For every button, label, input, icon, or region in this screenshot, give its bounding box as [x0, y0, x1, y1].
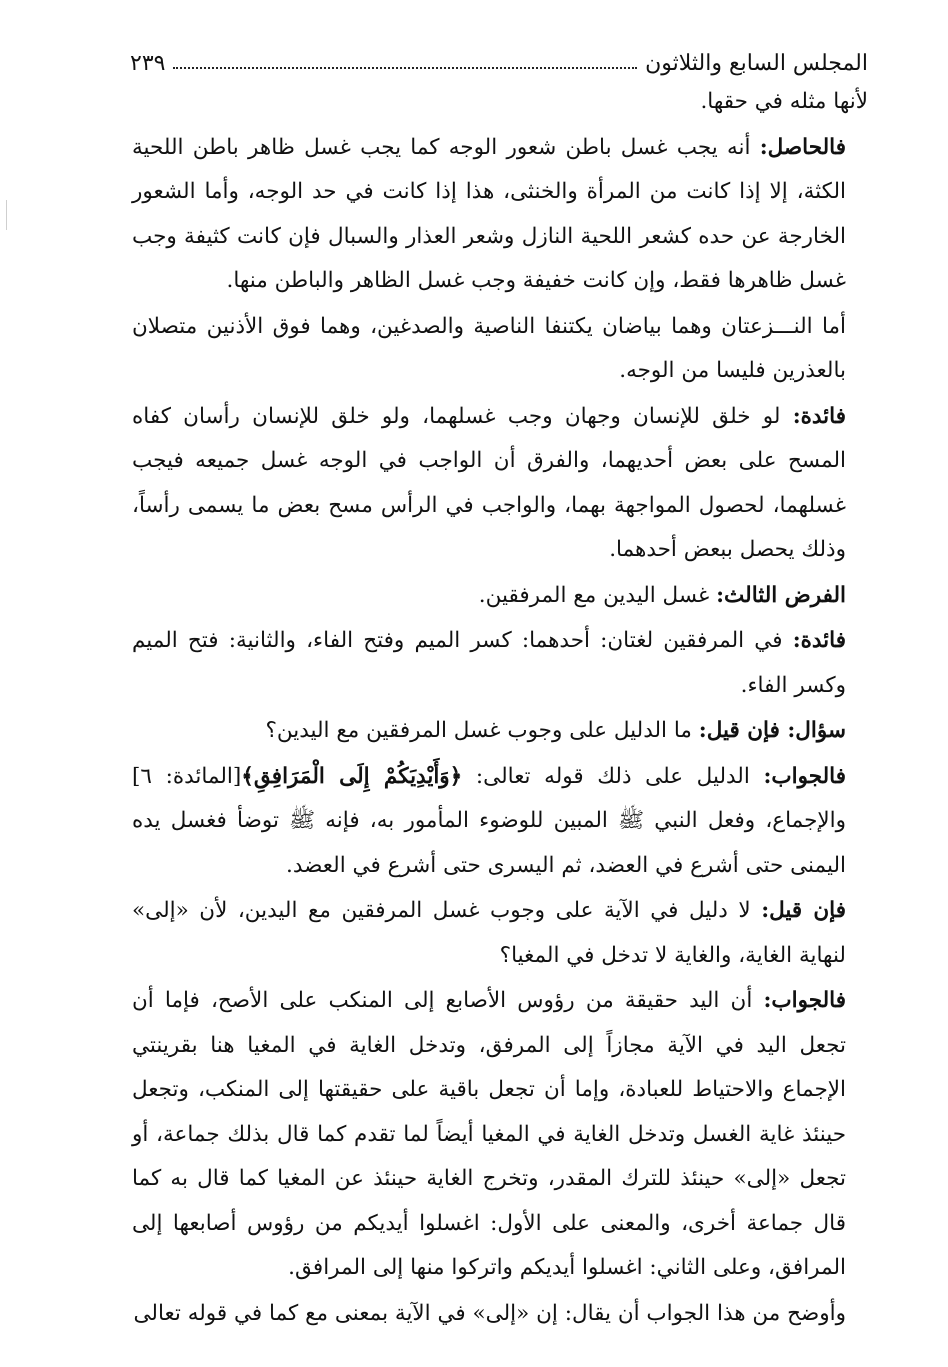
- paragraph-lead: سؤال: فإن قيل:: [698, 718, 846, 743]
- paragraph-lead: فإن قيل:: [761, 898, 846, 923]
- paragraph-continuation: [132, 80, 868, 125]
- quran-verse: ﴿وَأَيْدِيَكُمْ إِلَى الْمَرَافِقِ﴾: [241, 763, 463, 789]
- paragraph-lead: الفرض الثالث:: [716, 582, 846, 608]
- paragraph-text: أن اليد حقيقة من رؤوس الأصابع إلى المنكب على الأصح، فإما أن تجعل اليد في الآية مجازاً إلى المرفق، وتدخل الغاية في المغيا هنا بقرينتي الإجماع والاحتياط للعبادة، وإما أن تجعل باقية على حقيقتها إلى المنكب، وتجعل حينئذ غاية الغسل وتدخل الغاية في المغيا أيضاً لما تقدم كما قال بذلك جماعة، أو تجعل «إلى» حينئذ للترك المقدر، وتخرج الغاية حينئذ عن المغيا كما قال به كما قال جماعة أخرى، والمعنى على الأول: اغسلوا أيديكم من رؤوس أصابعها إلى المرافق، وعلى الثاني: اغسلوا أيديكم واتركوا منها إلى المرافق.: [132, 988, 846, 1280]
- header-dot-leader: [173, 67, 637, 69]
- paragraph-text: لا دليل في الآية على وجوب غسل المرفقين مع اليدين، لأن «إلى» لنهاية الغاية، والغاية لا تدخل في المغيا؟: [132, 898, 846, 968]
- page-number: ٢٣٩: [130, 51, 166, 76]
- paragraph-text: غسل اليدين مع المرفقين.: [478, 582, 717, 608]
- paragraph-text: في المرفقين لغتان: أحدهما: كسر الميم وفتح الفاء، والثانية: فتح الميم وكسر الفاء.: [132, 628, 846, 698]
- paragraph-text: أنه يجب غسل باطن شعور الوجه كما يجب غسل ظاهر باطن اللحية الكثة، إلا إذا كانت من المرأة والخنثى، هذا إذا كانت في حد الوجه، وأما الشعور الخارجة عن حده كشعر اللحية النازل وشعر العذار والسبال فإن كانت كثيفة وجب غسل ظاهرها فقط، وإن كانت خفيفة وجب غسل الظاهر والباطن منها.: [132, 134, 846, 293]
- paragraph-lead: فالجواب:: [763, 988, 846, 1013]
- paragraph-lead: فائدة:: [792, 403, 846, 429]
- paragraph-conclusion: [132, 126, 868, 304]
- paragraph-clearer-answer: [132, 1292, 868, 1337]
- paragraph-third-obligation: [132, 574, 868, 619]
- paragraph-question: [132, 709, 868, 754]
- paragraph-objection: [132, 889, 868, 978]
- paragraph-answer-evidence: [132, 755, 868, 889]
- paragraph-lead: فالحاصل:: [759, 134, 846, 160]
- paragraph-lead: فائدة:: [792, 628, 846, 653]
- paragraph-text: لأنها مثله في حقها.: [700, 89, 868, 114]
- paragraph-lead: فالجواب:: [763, 763, 846, 789]
- paragraph-text: ما الدليل على وجوب غسل المرفقين مع اليدين؟: [265, 718, 699, 743]
- scan-edge-mark: [6, 200, 7, 230]
- paragraph-text: وأوضح من هذا الجواب أن يقال: إن «إلى» في الآية بمعنى مع كما في قوله تعالى: [133, 1300, 846, 1326]
- paragraph-text: الدليل على ذلك قوله تعالى:: [462, 763, 764, 789]
- chapter-title: المجلس السابع والثلاثون: [645, 51, 868, 76]
- paragraph-text: أما النـــزعتان وهما بياضان يكتنفا الناصية والصدغين، وهما فوق الأذنين متصلان بالعذرين فليسا من الوجه.: [132, 313, 846, 383]
- body-text: [132, 80, 868, 1337]
- paragraph-text: [المائدة: ٦] والإجماع، وفعل النبي ﷺ المبين للوضوء المأمور به، فإنه ﷺ توضأ فغسل يده اليمنى حتى أشرع في العضد، ثم اليسرى حتى أشرع في العضد.: [132, 763, 846, 878]
- running-header: [130, 42, 868, 76]
- paragraph-nazaatan: [132, 305, 868, 394]
- paragraph-benefit-two-faces: [132, 395, 868, 573]
- paragraph-benefit-mirfaq: [132, 619, 868, 708]
- paragraph-text: لو خلق للإنسان وجهان وجب غسلهما، ولو خلق للإنسان رأسان كفاه المسح على بعض أحديهما، والفرق أن الواجب في الوجه غسل جميعه فيجب غسلهما، لحصول المواجهة بهما، والواجب في الرأس مسح بعض ما يسمى رأساً، وذلك يحصل ببعض أحدهما.: [132, 403, 846, 562]
- paragraph-answer-hand: [132, 979, 868, 1291]
